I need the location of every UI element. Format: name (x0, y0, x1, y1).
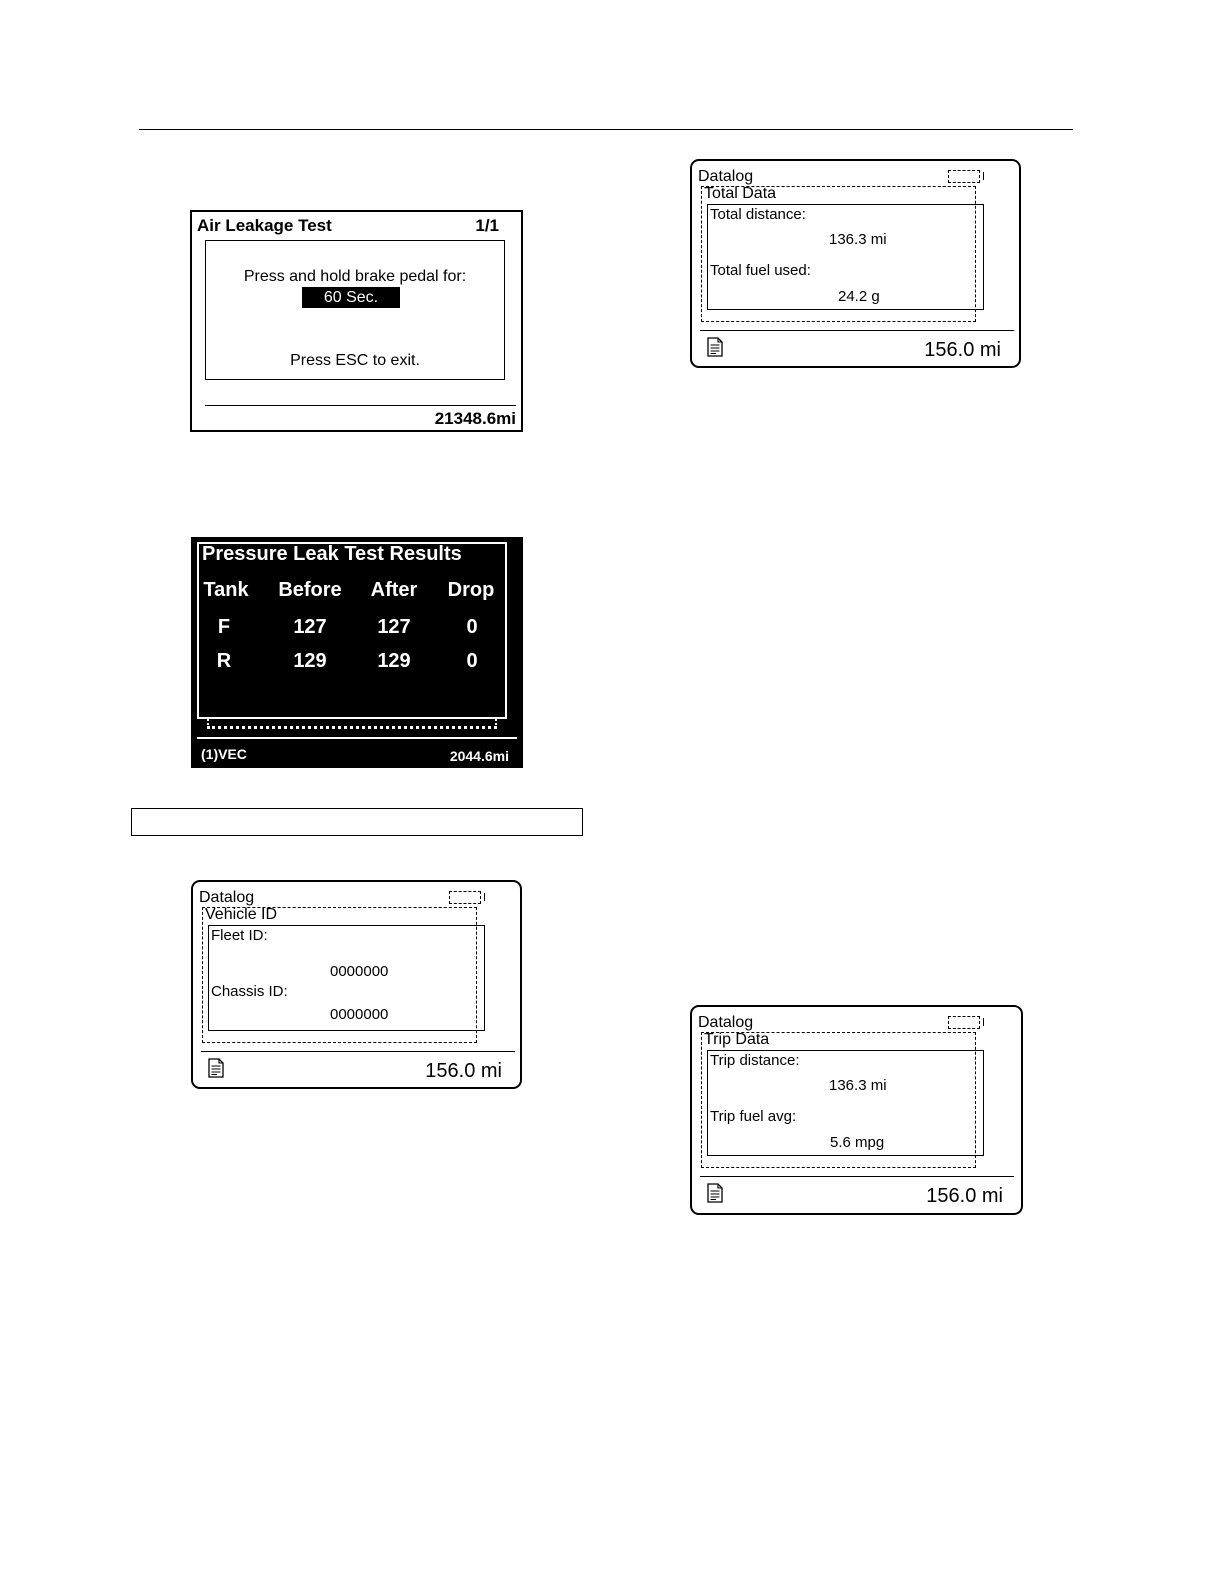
datalog-vehicle-id-screen (191, 880, 522, 1089)
field-label: Fleet ID: (211, 927, 268, 944)
divider (201, 1051, 515, 1052)
field-value: 24.2 g (838, 288, 880, 305)
tab-icon (948, 1016, 980, 1029)
divider (700, 1176, 1014, 1177)
field-label: Total distance: (710, 206, 806, 223)
page-indicator: 1/1 (475, 216, 499, 235)
module-label: (1)VEC (201, 746, 247, 762)
odometer: 2044.6mi (449, 748, 509, 764)
field-value: 136.3 mi (829, 1077, 887, 1094)
countdown-timer: 60 Sec. (302, 287, 400, 308)
document-icon (707, 1183, 723, 1203)
table-cell: 127 (293, 616, 327, 638)
divider (205, 405, 516, 406)
divider (700, 330, 1014, 331)
odometer: 156.0 mi (926, 1185, 1003, 1207)
screen-title: Air Leakage Test (197, 216, 332, 235)
data-panel (707, 204, 984, 310)
exit-hint: Press ESC to exit. (290, 352, 420, 369)
scroll-indicator (207, 719, 497, 729)
column-header: Tank (203, 579, 249, 601)
screen-header: Datalog (698, 168, 754, 185)
column-header: Before (278, 579, 342, 601)
air-leakage-screen (190, 210, 523, 432)
table-cell: F (217, 616, 231, 638)
field-value: 0000000 (330, 1006, 389, 1023)
table-cell: 129 (377, 650, 411, 672)
datalog-total-data-screen (690, 159, 1021, 368)
tab-icon (948, 170, 980, 183)
table-cell: 0 (466, 616, 478, 638)
table-cell: 0 (466, 650, 478, 672)
odometer: 156.0 mi (924, 339, 1001, 361)
caption-box (131, 808, 583, 836)
screen-header: Datalog (698, 1014, 754, 1031)
document-icon (707, 337, 723, 357)
tab-icon (449, 891, 481, 904)
screen-header: Datalog (199, 889, 255, 906)
instruction-text: Press and hold brake pedal for: (243, 268, 467, 285)
field-label: Trip distance: (710, 1052, 800, 1069)
section-title: Total Data (704, 185, 777, 202)
divider (197, 737, 517, 739)
field-value: 136.3 mi (829, 231, 887, 248)
document-icon (208, 1058, 224, 1078)
data-panel (208, 925, 485, 1031)
field-value: 0000000 (330, 963, 389, 980)
table-cell: 127 (377, 616, 411, 638)
odometer: 21348.6mi (434, 409, 516, 428)
section-title: Vehicle ID (205, 906, 278, 923)
page-top-rule (139, 129, 1073, 130)
field-label: Total fuel used: (710, 262, 811, 279)
message-panel (205, 240, 505, 380)
table-cell: R (216, 650, 232, 672)
datalog-trip-data-screen (690, 1005, 1023, 1215)
odometer: 156.0 mi (425, 1060, 502, 1082)
section-title: Trip Data (704, 1031, 770, 1048)
column-header: After (370, 579, 418, 601)
pressure-results-screen (191, 537, 523, 768)
field-value: 5.6 mpg (830, 1134, 885, 1151)
screen-title: Pressure Leak Test Results (202, 543, 462, 565)
data-panel (707, 1050, 984, 1156)
field-label: Chassis ID: (211, 983, 288, 1000)
field-label: Trip fuel avg: (710, 1108, 797, 1125)
table-cell: 129 (293, 650, 327, 672)
column-header: Drop (447, 579, 495, 601)
